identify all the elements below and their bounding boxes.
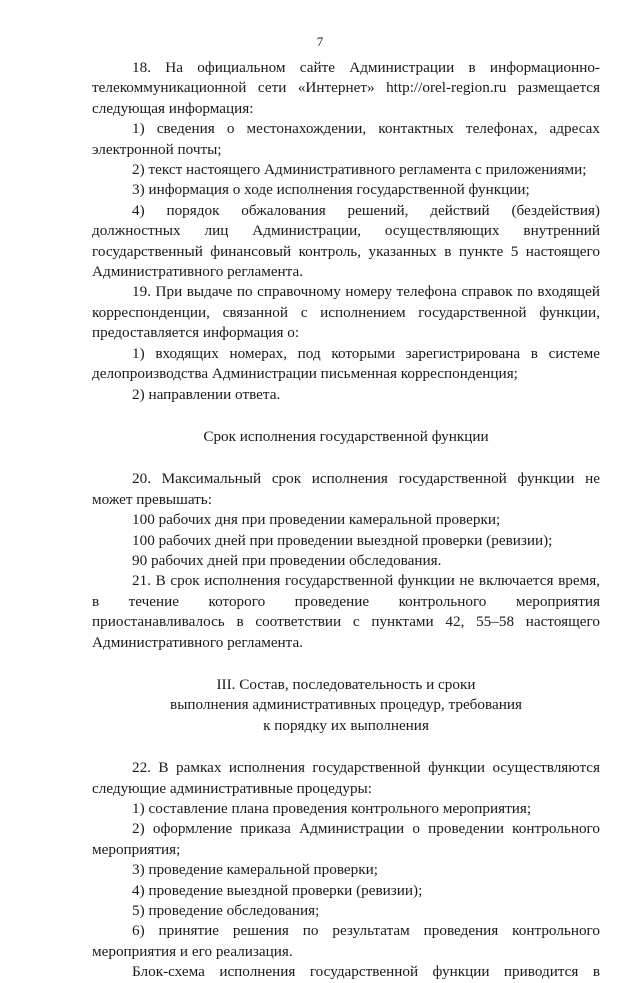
paragraph-22-item-5: 5) проведение обследования; [132,902,320,920]
paragraph-22-item-2: 2) оформление приказа Администрации о проведении контрольного мероприятия; [92,820,600,858]
paragraph-18-item-3: 3) информация о ходе исполнения государственной функции; [132,181,530,199]
paragraph-22-item-3: 3) проведение камеральной проверки; [132,861,378,879]
paragraph-20: 20. Максимальный срок исполнения государственной функции не может превышать: [92,470,600,508]
paragraph-20-item-3: 90 рабочих дней при проведении обследования. [132,551,442,569]
paragraph-block-scheme: Блок-схема исполнения государственной функции приводится в [132,963,600,981]
paragraph-19-item-1: 1) входящих номерах, под которыми зарегистрирована в системе делопроизводства Администрации письменная корреспонденция; [92,344,600,383]
section-heading-srok: Срок исполнения государственной функции [203,427,489,445]
paragraph-22: 22. В рамках исполнения государственной функции осуществляются следующие административные процедуры: [92,759,600,797]
chapter-heading-line-1: III. Состав, последовательность и сроки [216,675,476,693]
page-number: 7 [316,34,324,49]
paragraph-18-item-2: 2) текст настоящего Административного регламента с приложениями; [132,161,587,179]
chapter-heading-3 [92,675,600,736]
paragraph-20-item-1: 100 рабочих дня при проведении камеральной проверки; [132,511,501,529]
paragraph-19: 19. При выдаче по справочному номеру телефона справок по входящей корреспонденции, связанной с исполнением государственной функции, предоставляется информация о: [92,283,600,342]
paragraph-22-item-6: 6) принятие решения по результатам проведения контрольного мероприятия и его реализация. [92,922,600,960]
paragraph-19-item-2: 2) направлении ответа. [132,385,281,403]
chapter-heading-line-2: выполнения административных процедур, требования [170,696,522,714]
paragraph-22-item-1: 1) составление плана проведения контрольного мероприятия; [132,800,532,817]
paragraph-18-item-1: 1) сведения о местонахождении, контактных телефонах, адресах электронной почты; [92,120,600,158]
paragraph-18-item-4: 4) порядок обжалования решений, действий (бездействия) должностных лиц Администрации, осуществляющих внутренний государственный финансовый контроль, указанных в пункте 5 настоящего Административного регламента. [92,201,600,281]
document-body [92,58,600,983]
chapter-heading-line-3: к порядку их выполнения [263,716,429,734]
paragraph-21: 21. В срок исполнения государственной функции не включается время, в течение которого проведение контрольного мероприятия приостанавливалось в соответствии с пунктами 42, 55–58 настоящего Административного регламента. [92,572,600,651]
paragraph-18: 18. На официальном сайте Администрации в информационно-телекоммуникационной сети «Интернет» http://orel-region.ru размещается следующая информация: [92,59,600,117]
paragraph-22-item-4: 4) проведение выездной проверки (ревизии); [132,881,423,899]
paragraph-20-item-2: 100 рабочих дней при проведении выездной проверки (ревизии); [132,531,553,549]
